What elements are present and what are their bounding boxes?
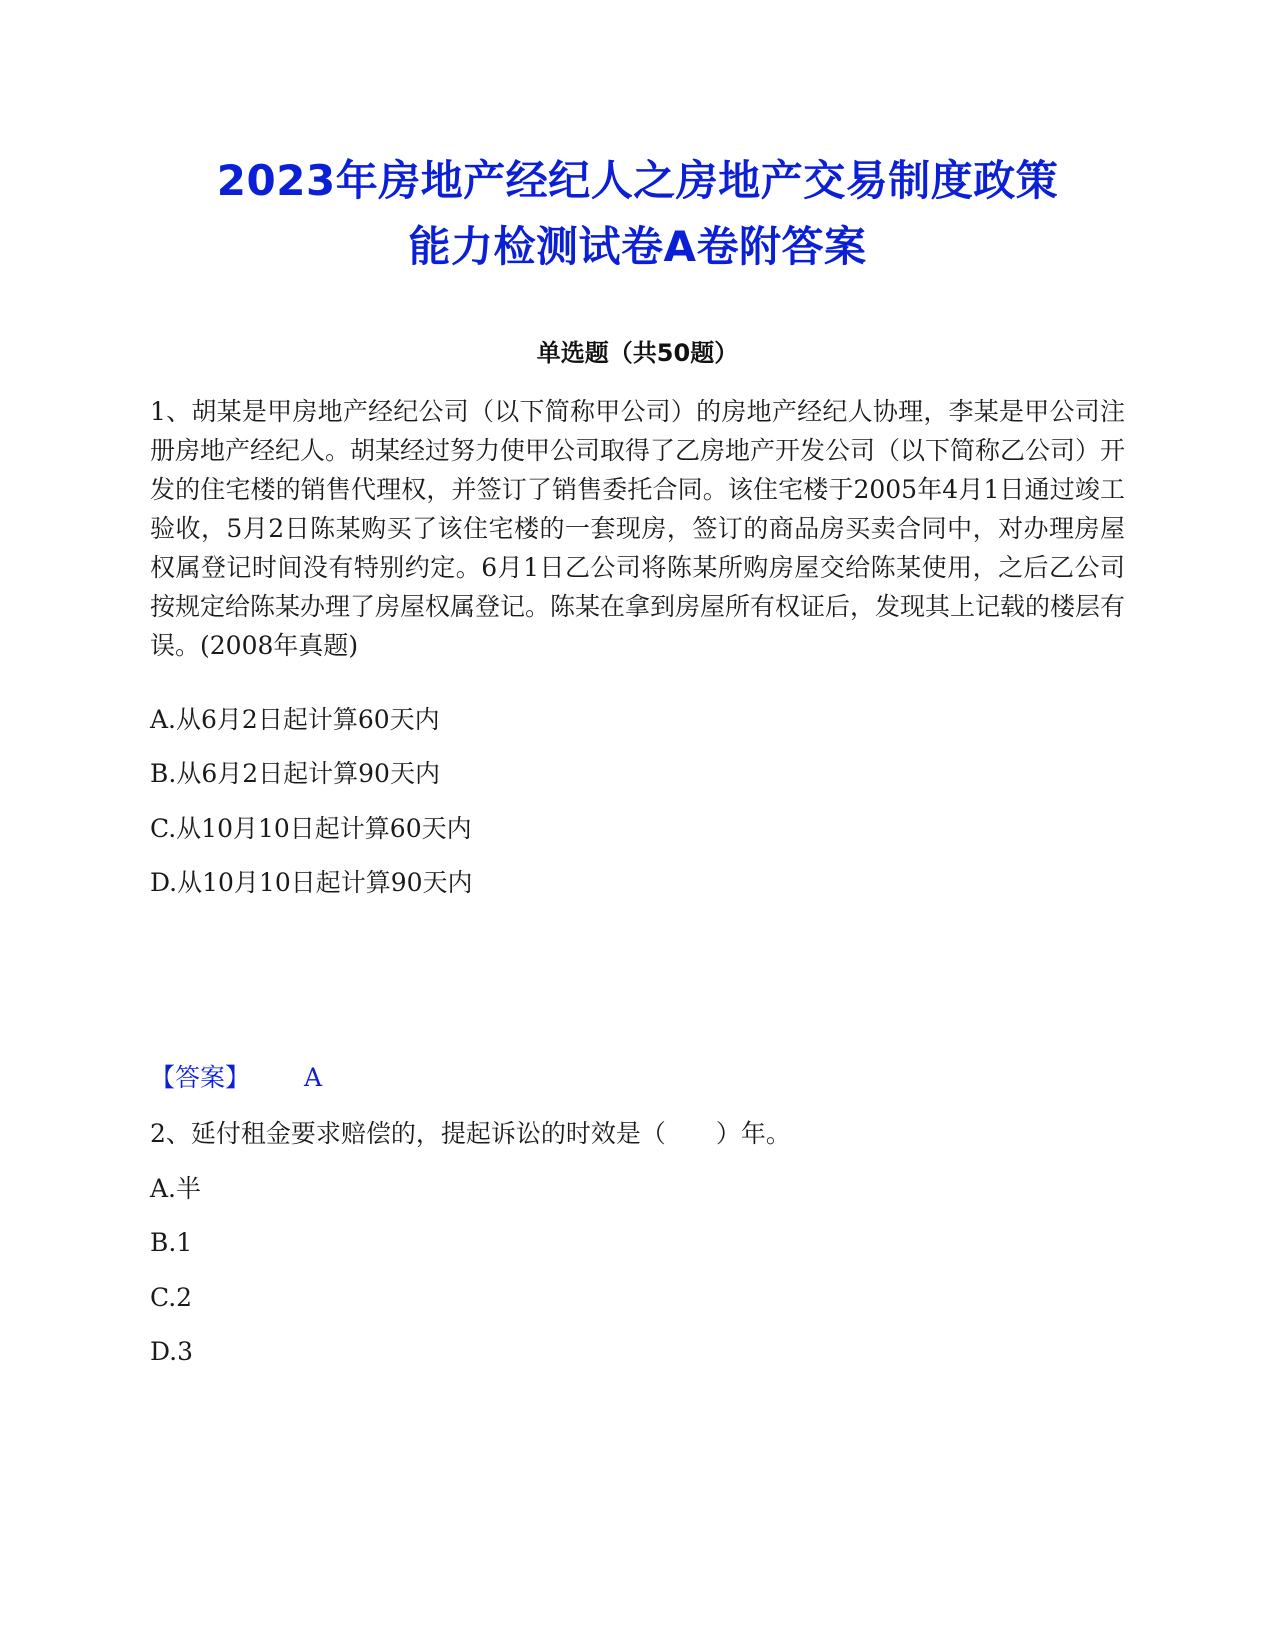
- title-line-1: 2023年房地产经纪人之房地产交易制度政策: [216, 156, 1059, 205]
- question-1-option-a: A.从6月2日起计算60天内: [150, 705, 440, 734]
- question-1-answer: [150, 1060, 322, 1096]
- question-1-option-d: D.从10月10日起计算90天内: [150, 868, 473, 897]
- question-1-option-b: B.从6月2日起计算90天内: [150, 759, 440, 788]
- answer-value: A: [304, 1063, 323, 1092]
- question-1-option-c: C.从10月10日起计算60天内: [150, 814, 472, 843]
- title-line-2: 能力检测试卷A卷附答案: [408, 222, 867, 271]
- question-2-option-b: B.1: [150, 1228, 193, 1257]
- question-2-option-c: C.2: [150, 1283, 193, 1312]
- section-heading: 单选题（共50题）: [536, 339, 739, 367]
- question-2-option-a: A.半: [150, 1174, 202, 1203]
- question-2-text: 2、延付租金要求赔偿的，提起诉讼的时效是（ ）年。: [150, 1119, 791, 1148]
- answer-label: 【答案】: [150, 1063, 251, 1092]
- question-1-text: 1、胡某是甲房地产经纪公司（以下简称甲公司）的房地产经纪人协理，李某是甲公司注册房地产经纪人。胡某经过努力使甲公司取得了乙房地产开发公司（以下简称乙公司）开发的住宅楼的销售代理权，并签订了销售委托合同。该住宅楼于2005年4月1日通过竣工验收，5月2日陈某购买了该住宅楼的一套现房，签订的商品房买卖合同中，对办理房屋权属登记时间没有特别约定。6月1日乙公司将陈某所购房屋交给陈某使用，之后乙公司按规定给陈某办理了房屋权属登记。陈某在拿到房屋所有权证后，发现其上记载的楼层有误。(2008年真题): [150, 397, 1126, 660]
- question-2-option-d: D.3: [150, 1337, 194, 1366]
- document-title: [110, 148, 1165, 280]
